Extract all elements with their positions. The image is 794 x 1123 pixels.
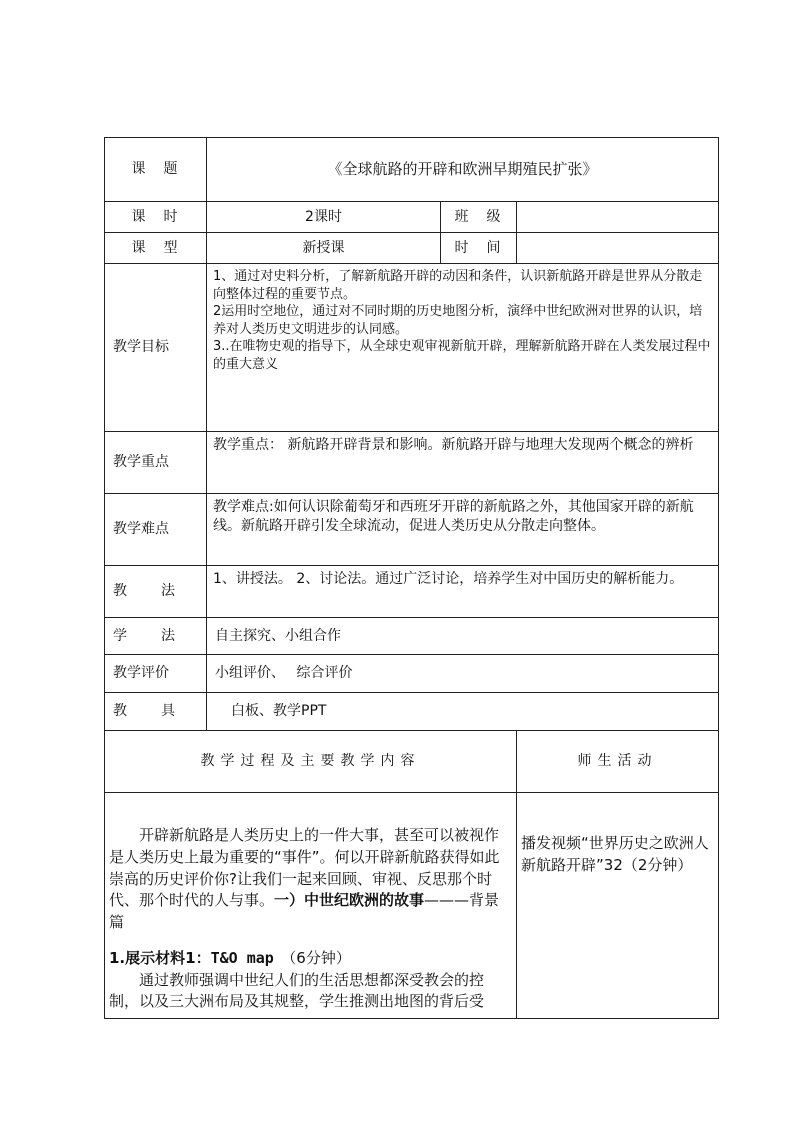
activity-header: 师生活动: [517, 731, 719, 793]
label-learn: 学 法: [105, 618, 207, 655]
row-hours: [105, 202, 719, 233]
row-type: [105, 233, 719, 264]
process-header: 教学过程及主要教学内容: [105, 731, 517, 793]
label-key: 教学重点: [105, 432, 207, 494]
material-time: （6分钟）: [273, 948, 351, 967]
goal-item: 1、通过对史料分析，了解新航路开辟的动因和条件，认识新航路开辟是世界从分散走向整体过程的重要节点。: [213, 269, 703, 302]
activity-text: 播发视频“世界历史之欧洲人新航路开辟”32（2分钟）: [521, 834, 709, 874]
label-time: 时 间: [441, 233, 517, 264]
material-description: 通过教师强调中世纪人们的生活思想都深受教会的控制，以及三大洲布局及其规整，学生推测出地图的背后受: [109, 970, 485, 1011]
material-line: [109, 948, 512, 970]
row-difficulty: [105, 494, 719, 566]
goal-item: 2运用时空地位，通过对不同时期的历史地图分析，演绎中世纪欧洲对世界的认识，培养对人类历史文明进步的认同感。: [213, 304, 703, 337]
row-eval: [105, 655, 719, 693]
label-class: 班 级: [441, 202, 517, 233]
row-tools: [105, 693, 719, 731]
difficulty-content: 教学难点:如何认识除葡萄牙和西班牙开辟的新航路之外，其他国家开辟的新航线。新航路开辟引发全球流动，促进人类历史从分散走向整体。: [207, 494, 719, 566]
row-topic: [105, 138, 719, 202]
learn-content: 自主探究、小组合作: [207, 618, 719, 655]
eval-content: 小组评价、 综合评价: [207, 655, 719, 693]
label-type: 课 型: [105, 233, 207, 264]
row-method: [105, 566, 719, 618]
material-map: T&O map: [210, 948, 274, 967]
section-heading: 一）中世纪欧洲的故事: [274, 891, 425, 910]
label-method: 教 法: [105, 566, 207, 618]
row-process-body: [105, 793, 719, 1019]
tools-content: 白板、教学PPT: [207, 693, 719, 731]
goal-item: 3..在唯物史观的指导下，从全球史观审视新航开辟，理解新航路开辟在人类发展过程中的重大意义: [213, 339, 711, 372]
value-type: 新授课: [207, 233, 441, 264]
intro-text: 开辟新航路是人类历史上的一件大事，甚至可以被视作是人类历史上最为重要的“事件”。何以开辟新航路获得如此崇高的历史评价你?让我们一起来回顾、审视、反思那个时代、那个时代的人与事。: [109, 826, 500, 910]
intro-paragraph: [109, 825, 512, 934]
label-eval: 教学评价: [105, 655, 207, 693]
label-goals: 教学目标: [105, 264, 207, 432]
goals-content: [207, 264, 719, 432]
activity-content: [517, 793, 719, 1019]
process-content: [105, 793, 517, 1019]
section-subtitle: ———背景篇: [109, 891, 500, 931]
key-content: 教学重点： 新航路开辟背景和影响。新航路开辟与地理大发现两个概念的辨析: [207, 432, 719, 494]
lesson-plan-table: [104, 137, 719, 1019]
material-title: 1.展示材料1：: [109, 948, 211, 967]
label-topic: 课 题: [105, 138, 207, 202]
label-difficulty: 教学难点: [105, 494, 207, 566]
method-content: 1、讲授法。 2、讨论法。通过广泛讨论，培养学生对中国历史的解析能力。: [207, 566, 719, 618]
row-learn: [105, 618, 719, 655]
label-tools: 教 具: [105, 693, 207, 731]
label-hours: 课 时: [105, 202, 207, 233]
value-time: [517, 233, 719, 264]
row-process-header: [105, 731, 719, 793]
lesson-title: 《全球航路的开辟和欧洲早期殖民扩张》: [207, 138, 719, 202]
row-key: [105, 432, 719, 494]
row-goals: [105, 264, 719, 432]
value-class: [517, 202, 719, 233]
value-hours: 2课时: [207, 202, 441, 233]
